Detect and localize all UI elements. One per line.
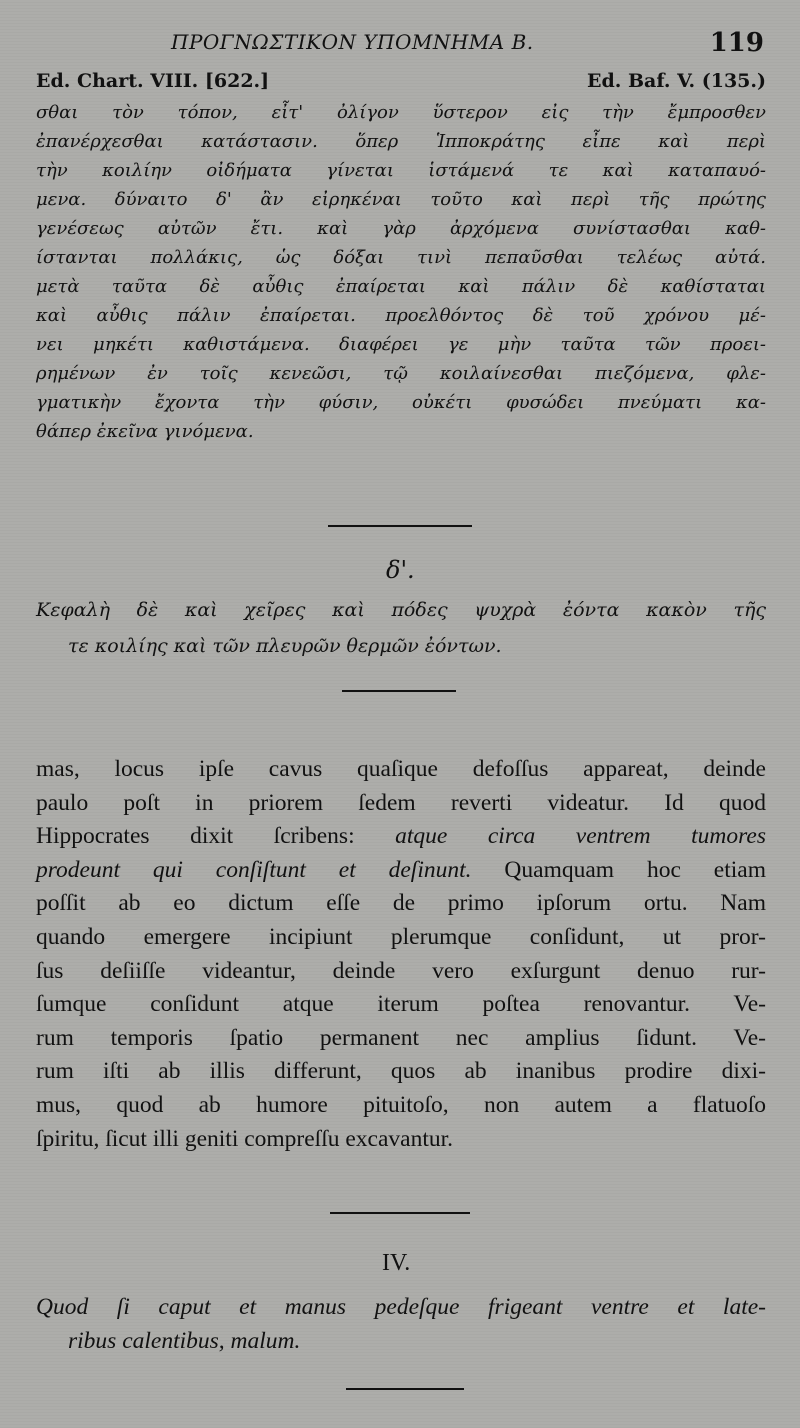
latin-aphorism-line: Quod ſi caput et manus pedeſque frigeant ventre et late- — [36, 1294, 766, 1320]
latin-aphorism-line: ribus calentibus, malum. — [68, 1328, 301, 1354]
latin-quotation: atque circa ventrem tumores — [395, 823, 766, 850]
latin-line-part: Quamquam hoc etiam — [471, 856, 766, 883]
greek-line: γματικὴν ἔχοντα τὴν φύσιν, οὐκέτι φυσώδει πνεύματι κα- — [36, 392, 766, 413]
edition-reference-right: Ed. Baf. V. (135.) — [587, 70, 766, 92]
latin-quotation: prodeunt qui conſiſtunt et deſinunt. — [36, 856, 472, 883]
latin-aphorism — [36, 1290, 766, 1358]
greek-aphorism — [36, 592, 766, 664]
latin-line: paulo poſt in priorem ſedem reverti videatur. Id quod — [36, 789, 766, 816]
section-divider — [328, 525, 472, 527]
edition-reference-left: Ed. Chart. VIII. [622.] — [36, 70, 270, 92]
latin-line: ſpiritu, ſicut illi geniti compreſſu excavantur. — [36, 1125, 454, 1152]
latin-aphorism-number: IV. — [382, 1250, 411, 1276]
greek-line: καὶ αὖθις πάλιν ἐπαίρεται. προελθόντος δὲ τοῦ χρόνου μέ- — [36, 305, 766, 326]
greek-line: μετὰ ταῦτα δὲ αὖθις ἐπαίρεται καὶ πάλιν δὲ καθίσταται — [36, 276, 766, 297]
greek-line: ρημένων ἐν τοῖς κενεῶσι, τῷ κοιλαίνεσθαι πιεζόμενα, φλε- — [36, 363, 766, 384]
greek-aphorism-line: τε κοιλίης καὶ τῶν πλευρῶν θερμῶν ἐόντων. — [68, 635, 502, 657]
greek-line: ἐπανέρχεσθαι κατάστασιν. ὅπερ Ἱπποκράτης εἶπε καὶ περὶ — [36, 131, 766, 152]
latin-line: quando emergere incipiunt plerumque conſidunt, ut pror- — [36, 923, 766, 950]
greek-line: μενα. δύναιτο δ' ἂν εἰρηκέναι τοῦτο καὶ περὶ τῆς πρώτης — [36, 189, 766, 210]
section-divider — [346, 1388, 464, 1390]
latin-line: rum temporis ſpatio permanent nec amplius ſidunt. Ve- — [36, 1024, 766, 1051]
edition-reference-line — [36, 70, 766, 96]
greek-line: σθαι τὸν τόπον, εἶτ' ὀλίγον ὕστερον εἰς τὴν ἔμπροσθεν — [36, 102, 766, 123]
greek-line: τὴν κοιλίην οἰδήματα γίνεται ἱστάμενά τε καὶ καταπαυό- — [36, 160, 766, 181]
greek-aphorism-number: δ'. — [386, 556, 415, 584]
running-title: ΠΡΟΓΝΩΣΤΙΚΟΝ ΥΠΟΜΝΗΜΑ Β. — [171, 30, 534, 54]
greek-line: νει μηκέτι καθιστάμενα. διαφέρει γε μὴν ταῦτα τῶν προει- — [36, 334, 766, 355]
section-divider — [330, 1212, 470, 1214]
page-header — [36, 30, 770, 64]
latin-line: mus, quod ab humore pituitoſo, non autem a flatuoſo — [36, 1091, 766, 1118]
section-divider — [342, 690, 456, 692]
greek-line: ίστανται πολλάκις, ὡς δόξαι τινὶ πεπαῦσθαι τελέως αὐτά. — [36, 247, 766, 268]
latin-line — [36, 854, 766, 888]
latin-line: ſumque conſidunt atque iterum poſtea renovantur. Ve- — [36, 991, 766, 1018]
page-number: 119 — [709, 28, 764, 58]
latin-line — [36, 820, 766, 854]
greek-aphorism-line: Κεφαλὴ δὲ καὶ χεῖρες καὶ πόδες ψυχρὰ ἐόντα κακὸν τῆς — [36, 599, 766, 621]
latin-translation — [36, 753, 766, 1156]
latin-line: poſſit ab eo dictum eſſe de primo ipſorum ortu. Nam — [36, 890, 766, 917]
latin-line-part: Hippocrates dixit ſcribens: — [36, 823, 396, 850]
latin-line: rum iſti ab illis differunt, quos ab inanibus prodire dixi- — [36, 1058, 766, 1085]
latin-line: mas, locus ipſe cavus quaſique defoſſus appareat, deinde — [36, 756, 766, 782]
latin-line: ſus deſiiſſe videantur, deinde vero exſurgunt denuo rur- — [36, 957, 766, 984]
greek-line: θάπερ ἐκεῖνα γινόμενα. — [36, 421, 254, 442]
greek-commentary — [36, 98, 766, 446]
greek-line: γενέσεως αὐτῶν ἔτι. καὶ γὰρ ἀρχόμενα συνίστασθαι καθ- — [36, 218, 766, 239]
